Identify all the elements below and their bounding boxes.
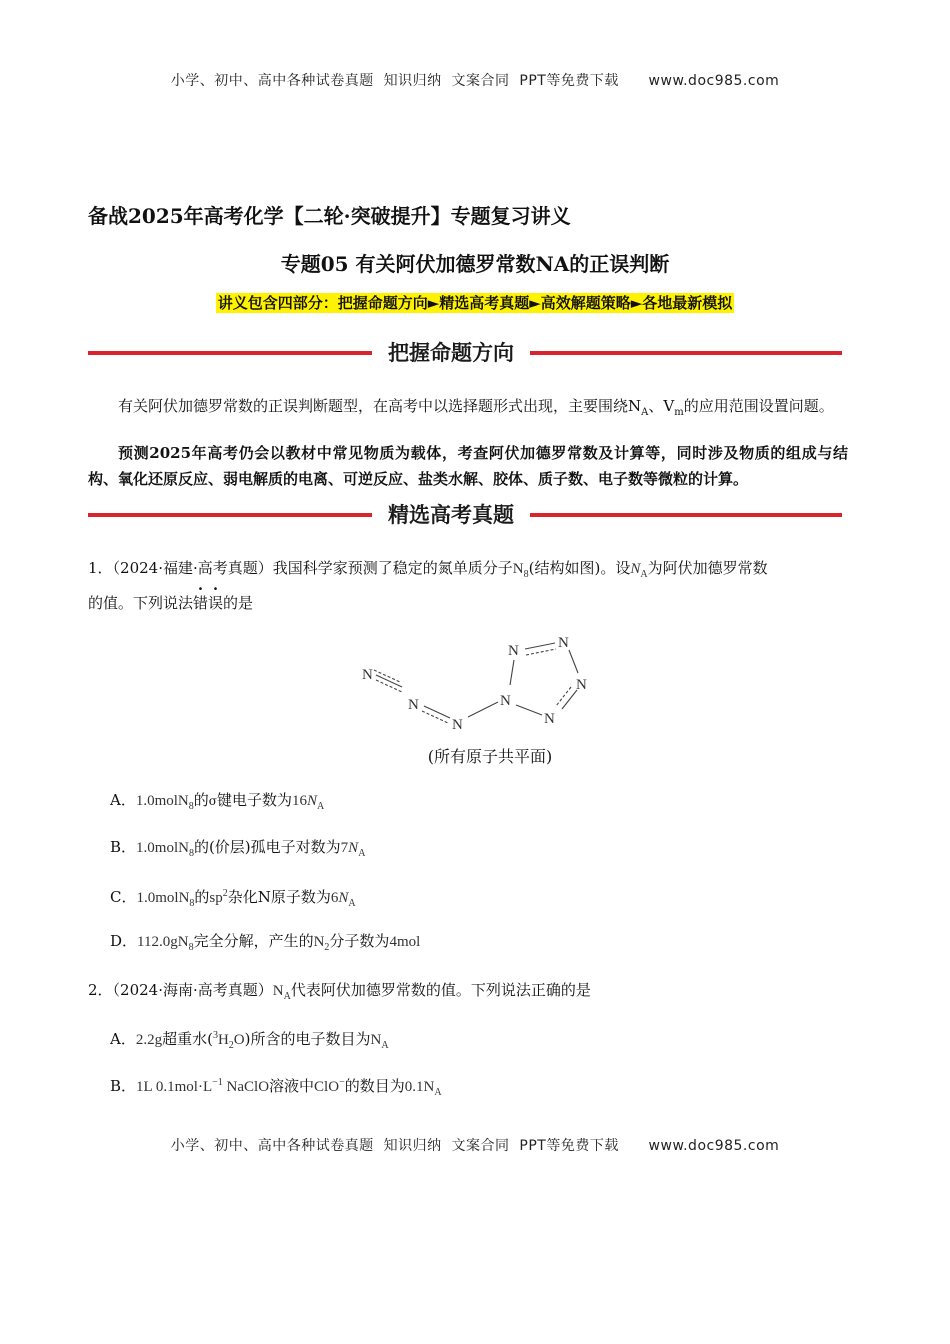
emphasis-char: 错 (193, 594, 209, 612)
atom-label: N (452, 717, 463, 733)
formula: N (348, 840, 359, 856)
option-letter: A． (110, 1030, 136, 1048)
formula: N (338, 890, 349, 906)
section-label: 把握命题方向 (388, 341, 514, 365)
q2-option-b[interactable] (110, 1071, 442, 1105)
subscript: A (317, 801, 325, 812)
formula: N (313, 934, 325, 950)
question-source: （2024·福建·高考真题） (112, 559, 273, 577)
formula: 0.1N (404, 1079, 435, 1095)
subscript: A (640, 569, 648, 580)
q1-option-d[interactable] (110, 929, 420, 960)
subscript: 8 (523, 569, 529, 580)
option-text: 超重水( (162, 1030, 213, 1048)
formula: N (370, 1032, 382, 1048)
atom-label: N (500, 693, 511, 709)
formula: 2.2g (135, 1032, 163, 1048)
subscript: A (283, 991, 291, 1002)
intro-text: 有关阿伏加德罗常数的正误判断题型，在高考中以选择题形式出现，主要围绕N (118, 397, 642, 415)
question-number: 1． (88, 559, 113, 577)
intro-text: 、V (648, 397, 675, 415)
intro-paragraph-2: 预测2025年高考仍会以教材中常见物质为载体，考查阿伏加德罗常数及计算等，同时涉及物质的组成与结构、氧化还原反应、弱电解质的电离、可逆反应、盐类水解、胶体、质子数、电子数等微粒的计算。 (88, 444, 848, 488)
question-2 (88, 976, 858, 1011)
formula: 112.0gN (137, 934, 189, 950)
formula: 1.0molN (136, 840, 189, 856)
question-text: 的是 (223, 594, 254, 612)
q1-option-b[interactable] (110, 835, 365, 866)
subscript: A (434, 1087, 442, 1098)
q2-option-a[interactable] (110, 1024, 389, 1058)
option-text: 的(价层)孤电子对数为 (193, 838, 341, 856)
superscript: − (339, 1077, 345, 1088)
section-divider-right (530, 513, 842, 517)
sigma-symbol: σ (208, 794, 217, 808)
formula: NaClO (222, 1079, 270, 1095)
subscript: 8 (188, 848, 194, 859)
intro-text: 的应用范围设置问题。 (683, 397, 834, 415)
topic-title: 专题05 有关阿伏加德罗常数NA的正误判断 (280, 252, 670, 276)
question-text: (结构如图)。设 (528, 559, 631, 577)
formula: O (233, 1032, 245, 1048)
q1-option-c[interactable] (110, 882, 356, 916)
page-header: 小学、初中、高中各种试卷真题 知识归纳 文案合同 PPT等免费下载 www.doc985.com (170, 73, 780, 89)
option-text: 分子数为 (329, 932, 390, 950)
page-footer: 小学、初中、高中各种试卷真题 知识归纳 文案合同 PPT等免费下载 www.doc985.com (170, 1138, 780, 1154)
question-number: 2． (88, 981, 113, 999)
section-heading-exam (88, 498, 842, 532)
atom-label: N (544, 711, 555, 727)
formula: N (512, 561, 524, 577)
superscript: 2 (222, 888, 228, 899)
section-divider-left (88, 513, 372, 517)
subscript: A (348, 898, 356, 909)
intro-paragraph-1 (88, 393, 848, 426)
formula: 1L 0.1mol·L (136, 1079, 213, 1095)
formula: N (630, 561, 641, 577)
formula: 1.0molN (135, 793, 189, 809)
emphasis-char: 误 (208, 594, 224, 612)
question-text: 的值。下列说法 (88, 594, 194, 612)
formula: 7 (340, 840, 349, 856)
subscript: 8 (189, 898, 195, 909)
formula: 4mol (389, 934, 421, 950)
subscript: A (381, 1040, 389, 1051)
section-divider-left (88, 351, 372, 355)
atom-label: N (558, 635, 569, 651)
option-text: 的 (193, 791, 209, 809)
atom-label: N (576, 677, 587, 693)
option-text: )所含的电子数目为 (244, 1030, 371, 1048)
option-text: 的数目为 (344, 1077, 405, 1095)
superscript: 3 (212, 1030, 218, 1041)
document-title: 备战2025年高考化学【二轮·突破提升】专题复习讲义 (88, 204, 571, 228)
n8-structure-figure (350, 625, 610, 735)
q1-option-a[interactable] (110, 788, 324, 819)
superscript: −1 (212, 1077, 223, 1088)
question-1 (88, 554, 858, 617)
question-source: （2024·海南·高考真题） (112, 981, 273, 999)
option-letter: A． (110, 791, 136, 809)
formula: 16 (292, 793, 307, 809)
option-text: 完全分解，产生的 (193, 932, 314, 950)
subscript: A (641, 407, 649, 418)
subtitle-banner (0, 292, 950, 313)
formula: N (272, 983, 284, 999)
question-text: 代表阿伏加德罗常数的值。下列说法正确的是 (290, 981, 591, 999)
question-text: 我国科学家预测了稳定的氮单质分子 (272, 559, 513, 577)
subscript: m (674, 407, 684, 418)
option-text: 的 (194, 888, 210, 906)
subscript: 8 (188, 801, 194, 812)
section-heading-direction (88, 336, 842, 370)
formula: sp (209, 890, 223, 906)
formula: N (307, 793, 318, 809)
subscript: 2 (324, 942, 330, 953)
atom-label: N (508, 643, 519, 659)
option-text: 溶液中 (269, 1077, 315, 1095)
subscript: A (358, 848, 366, 859)
subscript: 8 (188, 942, 194, 953)
question-text: 为阿伏加德罗常数 (647, 559, 768, 577)
subscript: 2 (228, 1040, 234, 1051)
subtitle-text: 讲义包含四部分：把握命题方向►精选高考真题►高效解题策略►各地最新模拟 (217, 294, 733, 312)
formula: 6 (330, 890, 339, 906)
formula: H (217, 1032, 229, 1048)
section-label: 精选高考真题 (388, 503, 514, 527)
atom-label: N (362, 667, 373, 683)
option-letter: D． (110, 932, 138, 950)
option-letter: C． (110, 888, 137, 906)
option-letter: B． (110, 838, 137, 856)
section-divider-right (530, 351, 842, 355)
option-letter: B． (110, 1077, 137, 1095)
formula: 1.0molN (136, 890, 190, 906)
option-text: 杂化N原子数为 (227, 888, 331, 906)
figure-caption: (所有原子共平面) (427, 747, 553, 766)
atom-label: N (408, 697, 419, 713)
formula: ClO (314, 1079, 340, 1095)
option-text: 键电子数为 (216, 791, 292, 809)
